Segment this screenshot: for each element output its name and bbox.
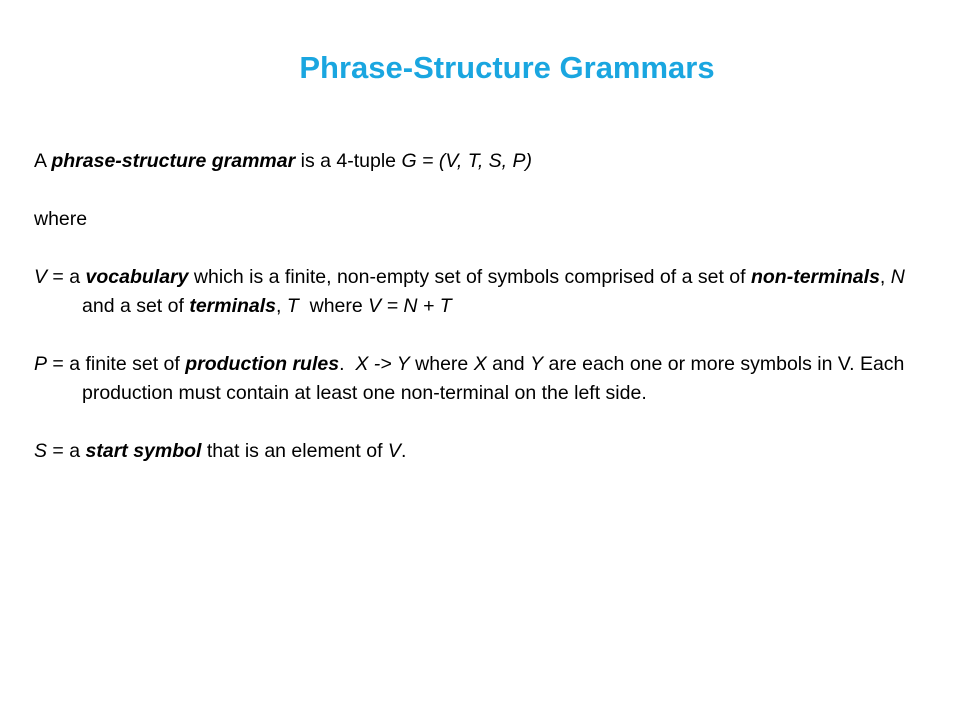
vocab-desc: which is a finite, non-empty set of symbols comprised of a set of bbox=[188, 266, 751, 288]
production-where: where bbox=[409, 353, 474, 375]
symbol-n: N bbox=[890, 266, 905, 288]
definition-mid: is a 4-tuple bbox=[295, 150, 402, 172]
vocabulary-paragraph bbox=[34, 263, 934, 321]
production-and: and bbox=[486, 353, 531, 375]
slide-title: Phrase-Structure Grammars bbox=[299, 50, 715, 85]
term-production-rules: production rules bbox=[185, 353, 340, 375]
vocab-eq: = a bbox=[47, 266, 86, 288]
production-rule-notation: X -> Y bbox=[355, 353, 410, 375]
where-line: where bbox=[34, 208, 88, 230]
symbol-y: Y bbox=[530, 353, 544, 375]
production-paragraph bbox=[34, 350, 934, 408]
production-desc: are each one or more symbols in V. Each production must contain at least one non-terminal on the left side. bbox=[82, 353, 905, 404]
term-start-symbol: start symbol bbox=[85, 440, 202, 462]
tuple-notation: G = (V, T, S, P) bbox=[401, 150, 533, 172]
symbol-x: X bbox=[473, 353, 487, 375]
symbol-v-element: V bbox=[387, 440, 401, 462]
start-symbol-paragraph bbox=[34, 437, 934, 466]
term-non-terminals: non-terminals bbox=[750, 266, 880, 288]
vocab-formula: V = N + T bbox=[368, 295, 452, 317]
term-vocabulary: vocabulary bbox=[85, 266, 189, 288]
symbol-s: S bbox=[34, 440, 48, 462]
vocab-and-set: and a set of bbox=[82, 295, 190, 317]
slide-body bbox=[34, 147, 934, 495]
vocab-comma-t: , bbox=[276, 295, 287, 317]
vocab-comma-n: , bbox=[879, 266, 891, 288]
start-eq: = a bbox=[47, 440, 86, 462]
production-eq: = a finite set of bbox=[47, 353, 186, 375]
definition-prefix: A bbox=[34, 150, 52, 172]
term-terminals: terminals bbox=[189, 295, 277, 317]
term-phrase-structure-grammar: phrase-structure grammar bbox=[51, 150, 296, 172]
symbol-p: P bbox=[34, 353, 48, 375]
symbol-v: V bbox=[34, 266, 48, 288]
production-period: . bbox=[339, 353, 356, 375]
symbol-t: T bbox=[286, 295, 299, 317]
definition-paragraph bbox=[34, 147, 934, 176]
vocab-where: where bbox=[298, 295, 369, 317]
start-desc: that is an element of bbox=[201, 440, 388, 462]
start-period: . bbox=[400, 440, 407, 462]
